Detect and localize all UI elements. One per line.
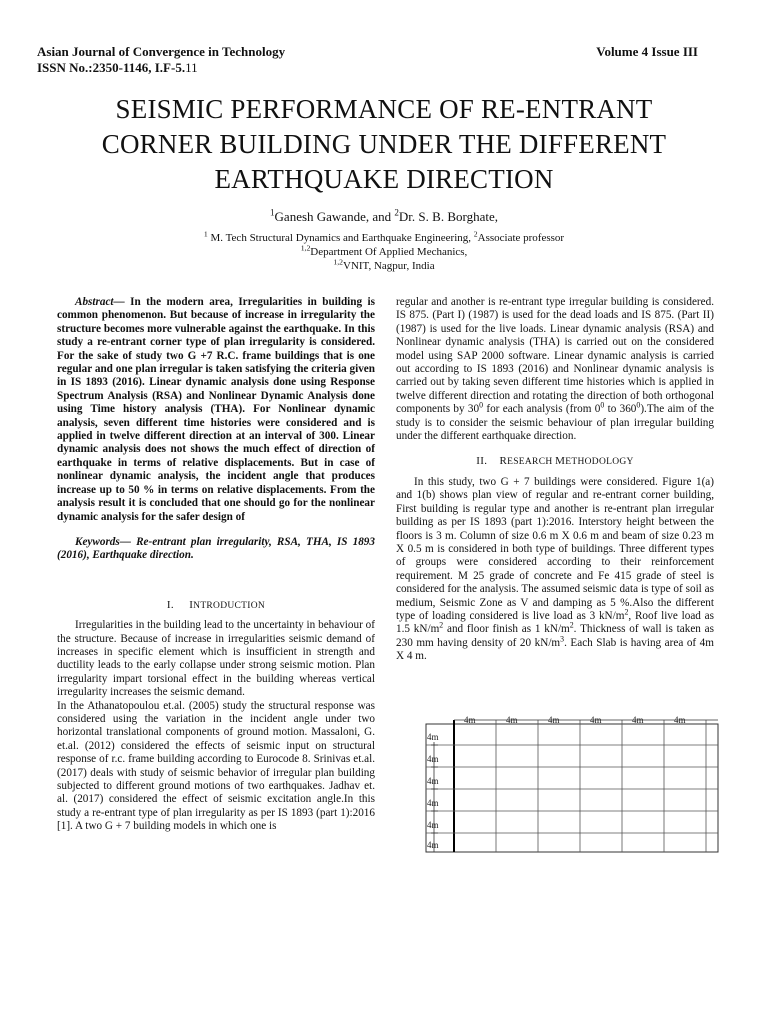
method-a: In this study, two G + 7 buildings were considered. Figure 1(a) and 1(b) shows plan view of regular and re-entrant corner building, First building is regular type and another is re-entrant plan irregular building as per IS 1893 (part 1):2016. Interstory height between the floors is 3 m. Column of size 0.6 m X 0.6 m and beam of size 0.23 m X 0.5 m is considered in both type of buildings. Three different types of groups were considered according to their reinforcement requirement. M 25 grade of concrete and Fe 415 grade of steel is considered for the analysis. The assumed seismic data is type of soil as medium, Seismic Zone as V and damping as 5 %.Also the different type of loading considered is live load as 3 kN/m <box>396 475 714 622</box>
intro-paragraph-1: Irregularities in the building lead to the uncertainty in behaviour of the structure. Because of increase in irregularities seismic demand of increases in specific element which is insufficient in strength and ductility leads to the early collapse under strong seismic motion. Plan irregularity impart torsional effect in the building whereas vertical irregularity increases the seismic demand. <box>57 619 375 699</box>
methodology-paragraph <box>396 476 714 664</box>
method-sup1: 2 <box>624 607 629 617</box>
right-column <box>396 296 714 664</box>
plan-grid-figure <box>398 712 722 854</box>
affiliation-1 <box>0 231 768 245</box>
affiliation-3 <box>0 259 768 273</box>
top-dim-label: 4m <box>674 715 686 725</box>
abstract-text: In the modern area, Irregularities in building is common phenomenon. But because of increase in irregularity the structure becomes more vulnerable against the earthquake. In this study a re-entrant corner type of plan irregularity is considered. For the sake of study two G +7 R.C. frame buildings that is one regular and one plan irregular is taken satisfying the criteria given in IS 1893 (2016). Linear dynamic analysis done using Response Spectrum Analysis (RSA) and Nonlinear Dynamic Analysis done using Time history analysis (THA). For Nonlinear dynamic analysis, seven different time histories were considered and is applied in twelve different direction at an interval of 300. Linear dynamic analysis does not shows the much effect of direction of earthquake in terms of relative displacements. But in case of nonlinear dynamic analysis, the incident angle that produces increase up to 50 % in terms on relative displacements. From the analysis result it is concluded that one should go for the nonlinear dynamic analysis for the safer design of <box>57 296 375 523</box>
top-dim-label: 4m <box>548 715 560 725</box>
rc-p1-d: ).The aim of the study is to consider the seismic behaviour of plan irregular building under the different earthquake direction. <box>396 403 714 443</box>
section-2-mid: ESEARCH <box>507 457 556 468</box>
section-heading-research-methodology <box>396 455 714 469</box>
method-d: . Thickness of wall is taken as 230 mm having density of 20 kN/m <box>396 623 714 649</box>
side-dim-label: 4m <box>427 732 439 742</box>
title-line-1: SEISMIC PERFORMANCE OF RE-ENTRANT <box>115 94 653 124</box>
section-1-rest: NTRODUCTION <box>193 600 266 611</box>
affil-3-sup: 1,2 <box>333 257 343 267</box>
method-e: . Each Slab is having area of 4m X 4 m. <box>396 636 714 663</box>
side-dim-label: 4m <box>427 840 439 850</box>
title-line-2: CORNER BUILDING UNDER THE DIFFERENT <box>101 129 667 159</box>
affil-1-text: M. Tech Structural Dynamics and Earthquake Engineering, <box>207 232 474 244</box>
rc-p1-c: to 360 <box>604 403 637 416</box>
author-1-sup: 1 <box>269 207 275 218</box>
rc-p1-sup3: 0 <box>636 400 641 410</box>
author-2-sup: 2 <box>394 207 399 218</box>
issn-text: ISSN No.:2350-1146, I.F-5. <box>37 60 186 75</box>
top-dim-label: 4m <box>506 715 518 725</box>
affil-2-sup: 1,2 <box>300 243 311 253</box>
section-1-number: I. <box>166 598 174 611</box>
affil-1-sup: 1 <box>203 229 208 239</box>
rc-p1-sup1: 0 <box>479 400 484 410</box>
section-2-initial-2: M <box>555 455 566 468</box>
affiliation-2 <box>0 245 768 259</box>
journal-header <box>37 44 285 76</box>
side-dim-label: 4m <box>427 820 439 830</box>
method-sup3: 2 <box>569 620 574 630</box>
affil-1-sup2: 2 <box>473 229 478 239</box>
top-dim-label: 4m <box>632 715 644 725</box>
volume-issue: Volume 4 Issue III <box>596 44 698 59</box>
section-2-initial: R <box>499 455 508 468</box>
rc-p1-b: for each analysis (from 0 <box>483 403 601 416</box>
grid-lines <box>426 720 718 852</box>
method-b: , Roof live load as 1.5 kN/m <box>396 609 714 636</box>
section-2-rest: ETHODOLOGY <box>565 457 634 468</box>
issn-tail: 11 <box>185 60 198 75</box>
rc-p1-sup2: 0 <box>600 400 605 410</box>
side-dim-label: 4m <box>427 798 439 808</box>
methods-intro-paragraph <box>396 296 714 443</box>
method-sup4: 3 <box>560 634 565 644</box>
section-2-number: II. <box>476 455 488 468</box>
abstract <box>57 296 375 524</box>
side-dim-label: 4m <box>427 754 439 764</box>
side-dim-label: 4m <box>427 776 439 786</box>
top-dim-label: 4m <box>590 715 602 725</box>
affil-3-text: VNIT, Nagpur, India <box>343 260 435 272</box>
issn-line <box>37 60 285 76</box>
abstract-lead: Abstract— <box>75 296 125 308</box>
method-c: and floor finish as 1 kN/m <box>443 623 570 636</box>
section-heading-introduction <box>57 599 375 613</box>
rc-p1-a: regular and another is re-entrant type irregular building is considered. IS 875. (Part I) (1987) is used for the dead loads and IS 875. (Part II) (1987) is used for the live loads. Linear dynamic analysis (RSA) and Nonlinear dynamic analysis (THA) is carried out on the considered model using SAP 2000 software. Linear dynamic analysis is carried out according to IS 1893 (2016) and Nonlinear dynamic analysis is carried out by taking seven different time histories which is applied in twelve different direction and rotating the direction of both orthogonal components by 30 <box>396 296 714 416</box>
author-2: Dr. S. B. Borghate, <box>398 209 498 224</box>
section-1-initial: I <box>189 598 194 611</box>
title-line-3: EARTHQUAKE DIRECTION <box>214 164 554 194</box>
keywords: Keywords— Re-entrant plan irregularity, RSA, THA, IS 1893 (2016), Earthquake direction. <box>57 535 375 562</box>
author-line <box>0 209 768 225</box>
affil-2-text: Department Of Applied Mechanics, <box>310 246 468 258</box>
intro-paragraph-2: In the Athanatopoulou et.al. (2005) study the structural response was considered using the variation in the incident angle under two horizontal translational components of ground motion. Massaloni, G. et.al. (2012) considered the effects of seismic input on structural response of r.c. frame building according to Eurocode 8. Srinivas et.al. (2017) deals with study of seismic behavior of irregular plan building subjected to different ground motions of two earthquakes. Jadhav et. al. (2017) considered the effect of seismic excitation angle.In this study a re-entrant type of plan irregularity as per IS 1893 (part 1):2016 [1]. A two G + 7 building models in which one is <box>57 699 375 833</box>
dimension-labels <box>427 715 686 850</box>
method-sup2: 2 <box>439 620 444 630</box>
top-dim-label: 4m <box>464 715 476 725</box>
author-1: Ganesh Gawande, and <box>274 209 395 224</box>
left-column <box>57 296 375 834</box>
paper-title <box>40 92 728 197</box>
affil-1-role: Associate professor <box>477 232 565 244</box>
journal-name: Asian Journal of Convergence in Technology <box>37 44 286 59</box>
